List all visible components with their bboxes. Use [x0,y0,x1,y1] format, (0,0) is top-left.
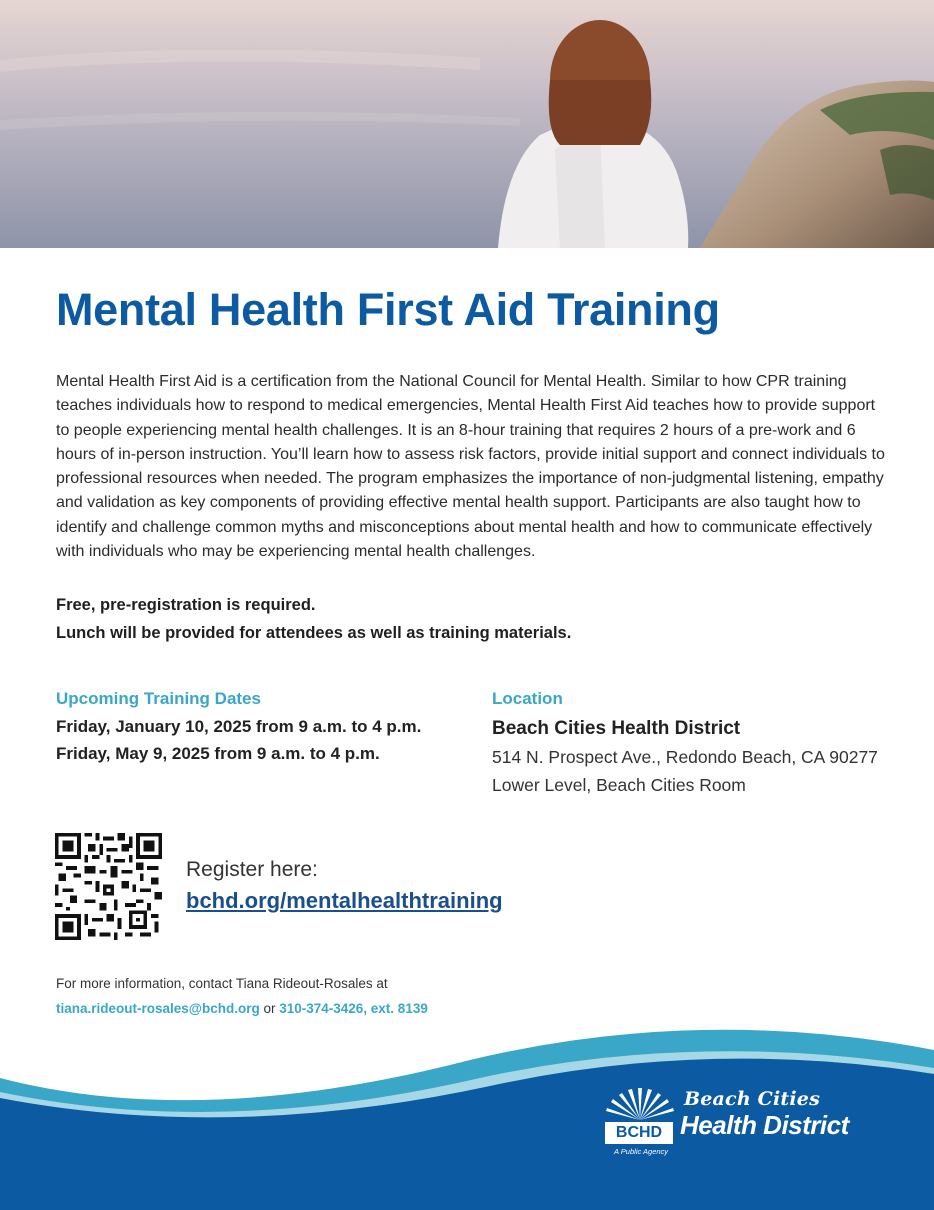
logo-tagline: A Public Agency [614,1147,669,1156]
logo-line1: Beach Cities [684,1088,820,1110]
lunch-note: Lunch will be provided for attendees as well as training materials. [56,624,572,642]
free-note: Free, pre-registration is required. [56,596,316,614]
register-link[interactable]: bchd.org/mentalhealthtraining [186,888,503,913]
date-item: Friday, January 10, 2025 from 9 a.m. to 4 p.m. [56,717,422,736]
hero-illustration [0,0,934,248]
contact-phone-link[interactable]: 310-374-3426, ext. 8139 [279,1001,428,1016]
logo-line2: Health District [680,1110,849,1140]
qr-code[interactable] [55,833,162,940]
location-room: Lower Level, Beach Cities Room [492,775,746,795]
date-item: Friday, May 9, 2025 from 9 a.m. to 4 p.m. [56,744,380,763]
logo-abbreviation: BCHD [605,1122,673,1144]
sunburst-icon [602,1084,678,1124]
contact-or: or [259,1001,280,1016]
location-address: 514 N. Prospect Ave., Redondo Beach, CA 90277 [492,747,878,767]
dates-heading: Upcoming Training Dates [56,689,261,708]
contact-text: For more information, contact Tiana Rideout-Rosales at [56,976,388,991]
hero-photo [0,0,934,248]
intro-paragraph: Mental Health First Aid is a certification from the National Council for Mental Health. Similar to how CPR training teaches individuals how to respond to medical emergencies, Mental Health First Aid teaches how to provide support to people experiencing mental health challenges. It is an 8-hour training that requires 2 hours of a pre-work and 6 hours of in-person instruction. You’ll learn how to assess risk factors, provide initial support and connect individuals to professional resources when needed. The program emphasizes the importance of non-judgmental listening, empathy and validation as key components of providing effective mental health support. Participants are also taught how to identify and challenge common myths and misconceptions about mental health and how to communicate effectively with individuals who may be experiencing mental health challenges. [56,373,885,561]
contact-email-link[interactable]: tiana.rideout-rosales@bchd.org [56,1001,260,1016]
location-name: Beach Cities Health District [492,718,741,739]
page-title: Mental Health First Aid Training [56,284,720,335]
register-label: Register here: [186,858,318,881]
contact-details [56,1001,428,1016]
location-heading: Location [492,689,563,708]
bchd-logo [602,1084,862,1160]
